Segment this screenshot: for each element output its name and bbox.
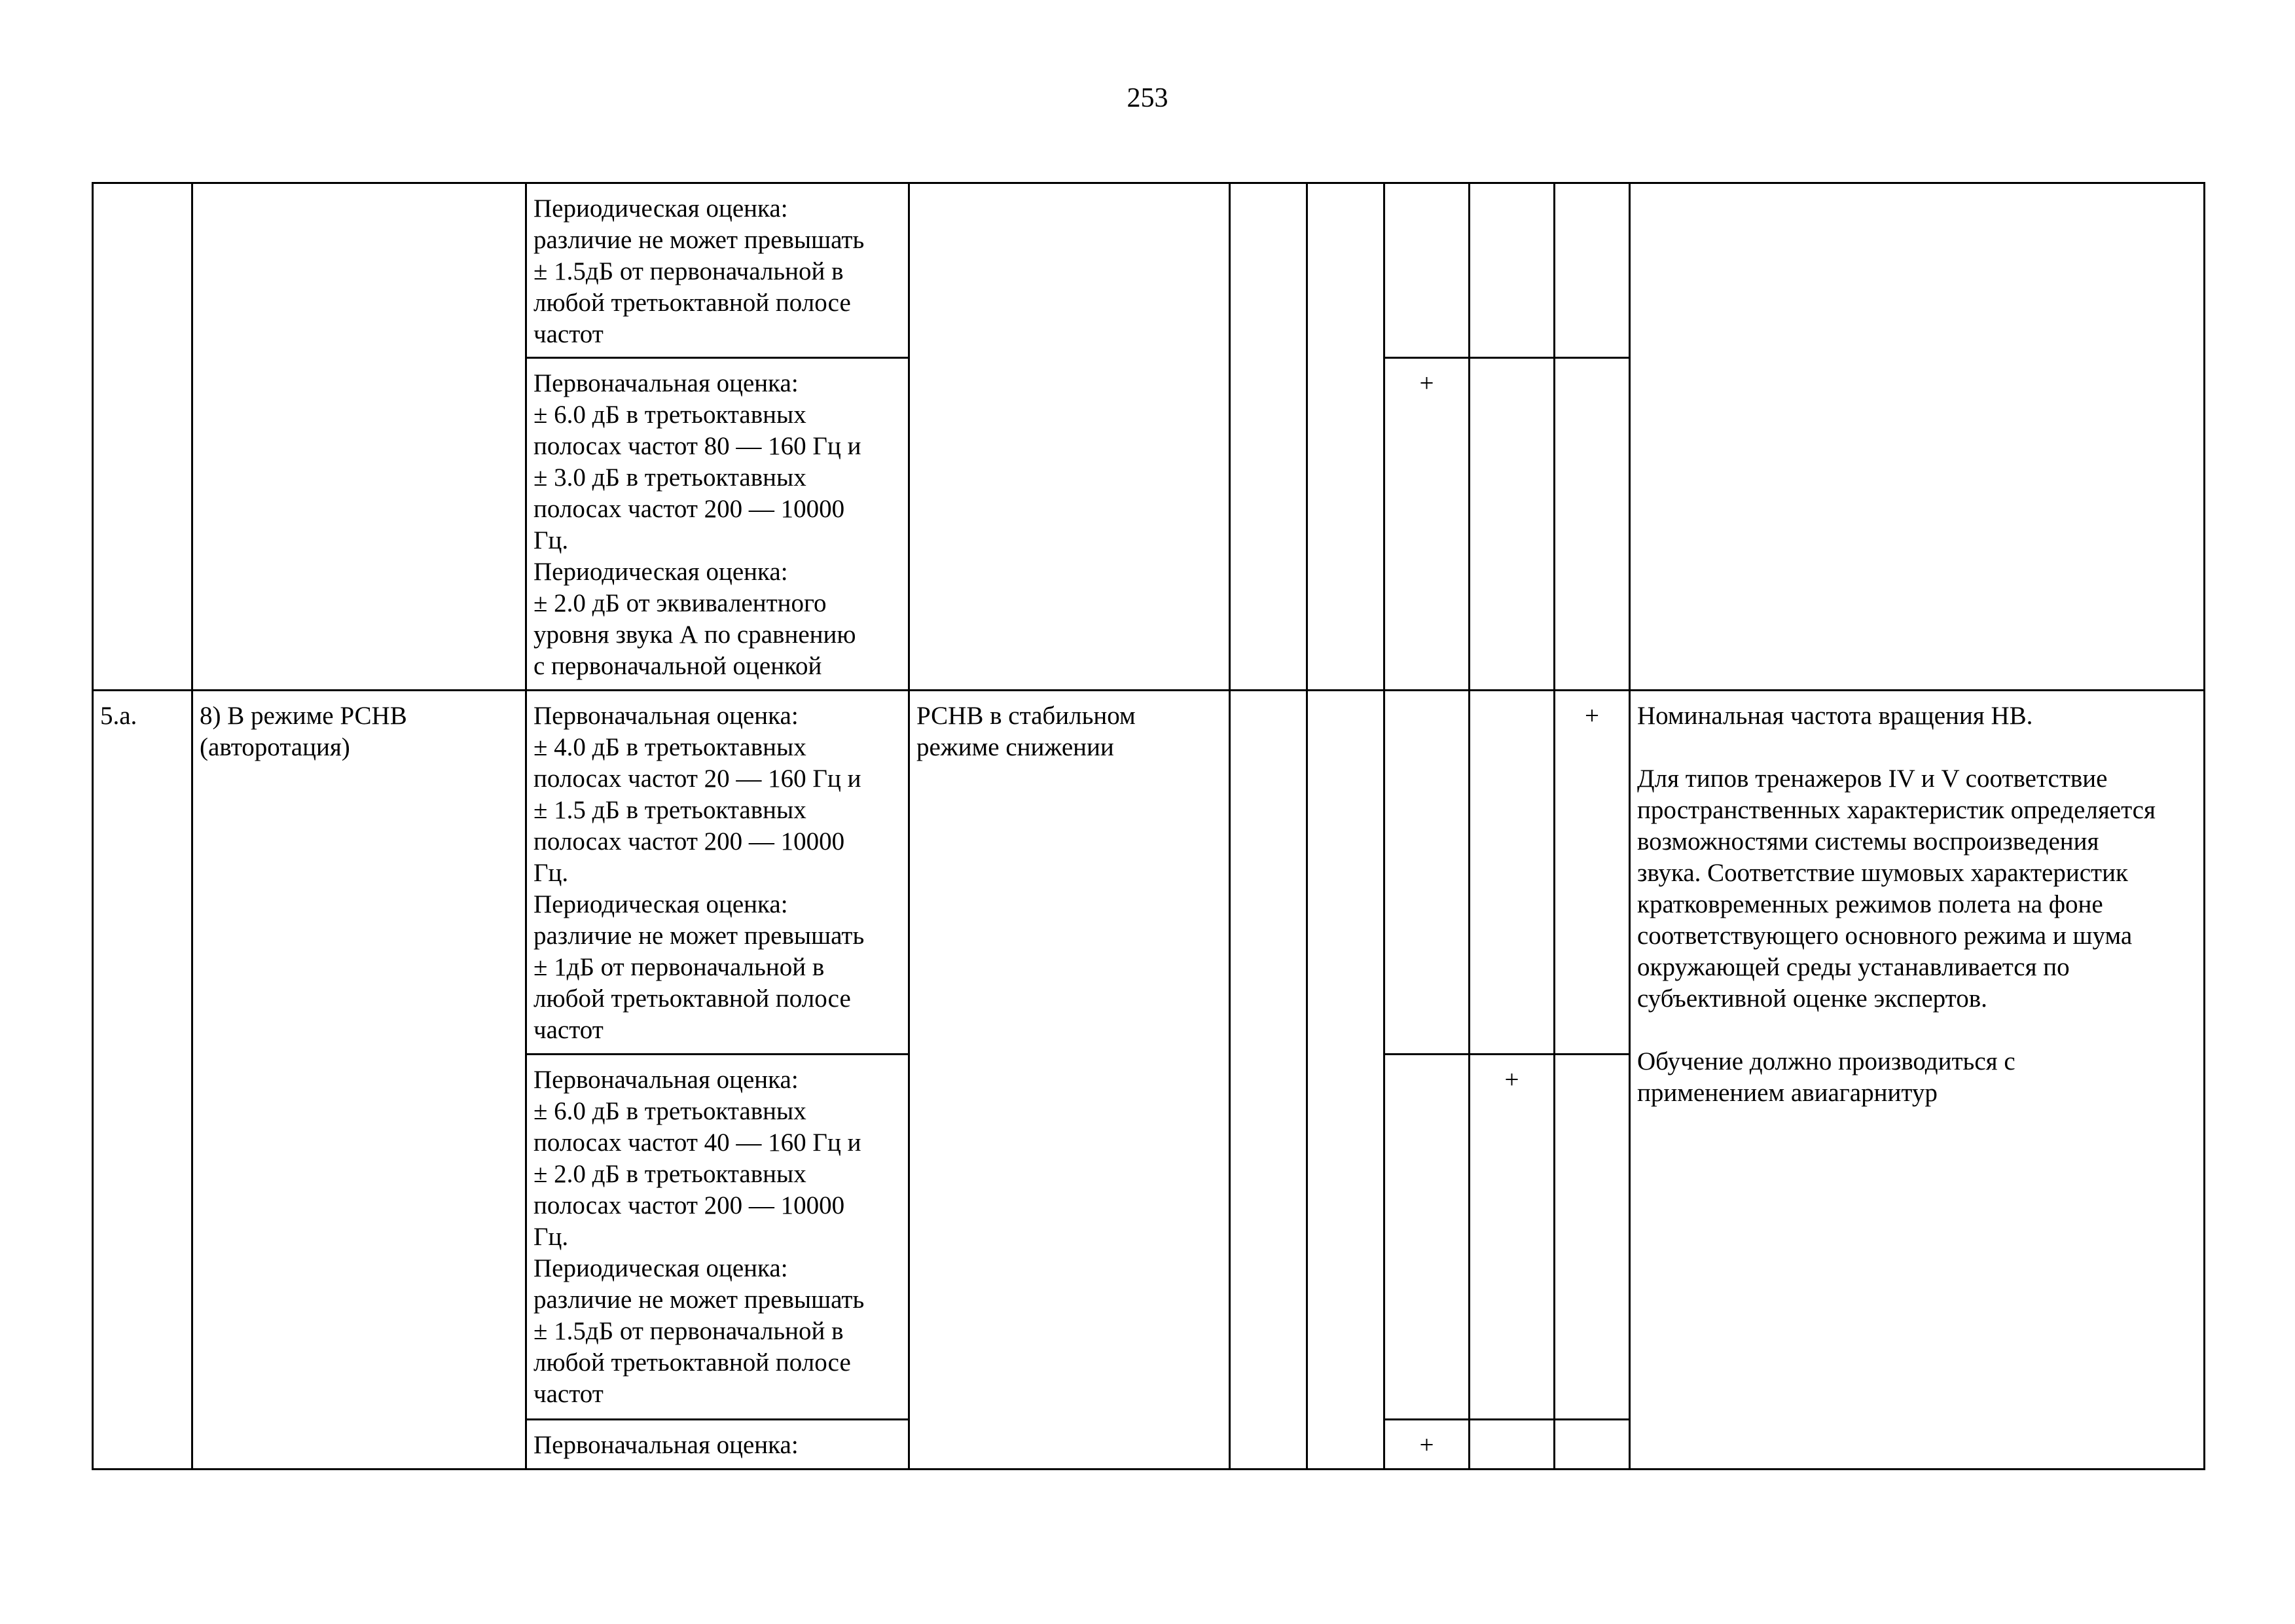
type-col-1-cell — [1230, 691, 1307, 1470]
type-col-2-cell — [1307, 691, 1384, 1470]
num-cell-empty — [93, 183, 192, 691]
type-col-5-cell — [1555, 358, 1630, 691]
table-row — [93, 183, 2205, 358]
eval-periodic-cell: Периодическая оценка: различие не может превышать ± 1.5дБ от первоначальной в любой третьоктавной полосе частот — [526, 183, 909, 358]
eval-initial-cell: Первоначальная оценка: ± 6.0 дБ в третьоктавных полосах частот 80 — 160 Гц и ± 3.0 дБ в третьоктавных полосах частот 200 — 10000 Гц. Периодическая оценка: ± 2.0 дБ от эквивалентного уровня звука А по сравнению с первоначальной оценкой — [526, 358, 909, 691]
mode-cell: 8) В режиме РСНВ (авторотация) — [192, 691, 526, 1470]
note-paragraph: Номинальная частота вращения НВ. — [1637, 702, 2033, 730]
type-col-5-cell — [1555, 183, 1630, 358]
condition-cell: РСНВ в стабильном режиме снижении — [909, 691, 1230, 1470]
type-col-3-cell — [1384, 183, 1470, 358]
type-col-5-cell — [1555, 1420, 1630, 1470]
eval-cell-1: Первоначальная оценка: ± 4.0 дБ в третьоктавных полосах частот 20 — 160 Гц и ± 1.5 дБ в третьоктавных полосах частот 200 — 10000 Гц. Периодическая оценка: различие не может превышать ± 1дБ от первоначальной в любой третьоктавной полосе частот — [526, 691, 909, 1055]
type-col-4-cell — [1470, 358, 1555, 691]
notes-cell-empty — [1630, 183, 2205, 691]
row-number: 5.а. — [93, 691, 192, 1470]
plus-mark: + — [1384, 358, 1470, 691]
type-col-4-cell — [1470, 183, 1555, 358]
type-col-2-cell — [1307, 183, 1384, 691]
type-col-3-cell — [1384, 691, 1470, 1055]
plus-mark: + — [1384, 1420, 1470, 1470]
type-col-4-cell — [1470, 691, 1555, 1055]
eval-cell-3: Первоначальная оценка: — [526, 1420, 909, 1470]
notes-cell — [1630, 691, 2205, 1470]
type-col-4-cell — [1470, 1420, 1555, 1470]
note-paragraph: Обучение должно производиться с применением авиагарнитур — [1637, 1047, 2015, 1107]
mode-cell-empty — [192, 183, 526, 691]
type-col-1-cell — [1230, 183, 1307, 691]
plus-mark: + — [1470, 1055, 1555, 1420]
eval-cell-2: Первоначальная оценка: ± 6.0 дБ в третьоктавных полосах частот 40 — 160 Гц и ± 2.0 дБ в третьоктавных полосах частот 200 — 10000 Гц. Периодическая оценка: различие не может превышать ± 1.5дБ от первоначальной в любой третьоктавной полосе частот — [526, 1055, 909, 1420]
type-col-5-cell — [1555, 1055, 1630, 1420]
table-row — [93, 691, 2205, 1055]
condition-cell-empty — [909, 183, 1230, 691]
type-col-3-cell — [1384, 1055, 1470, 1420]
requirements-table — [92, 182, 2205, 1470]
note-paragraph: Для типов тренажеров IV и V соответствие пространственных характеристик определяется возможностями системы воспроизведения звука. Соответствие шумовых характеристик кратковременных режимов полета на фоне соответствующего основного режима и шума окружающей среды устанавливается по субъективной оценке экспертов. — [1637, 765, 2156, 1013]
page-number: 253 — [1127, 83, 1168, 113]
plus-mark: + — [1555, 691, 1630, 1055]
